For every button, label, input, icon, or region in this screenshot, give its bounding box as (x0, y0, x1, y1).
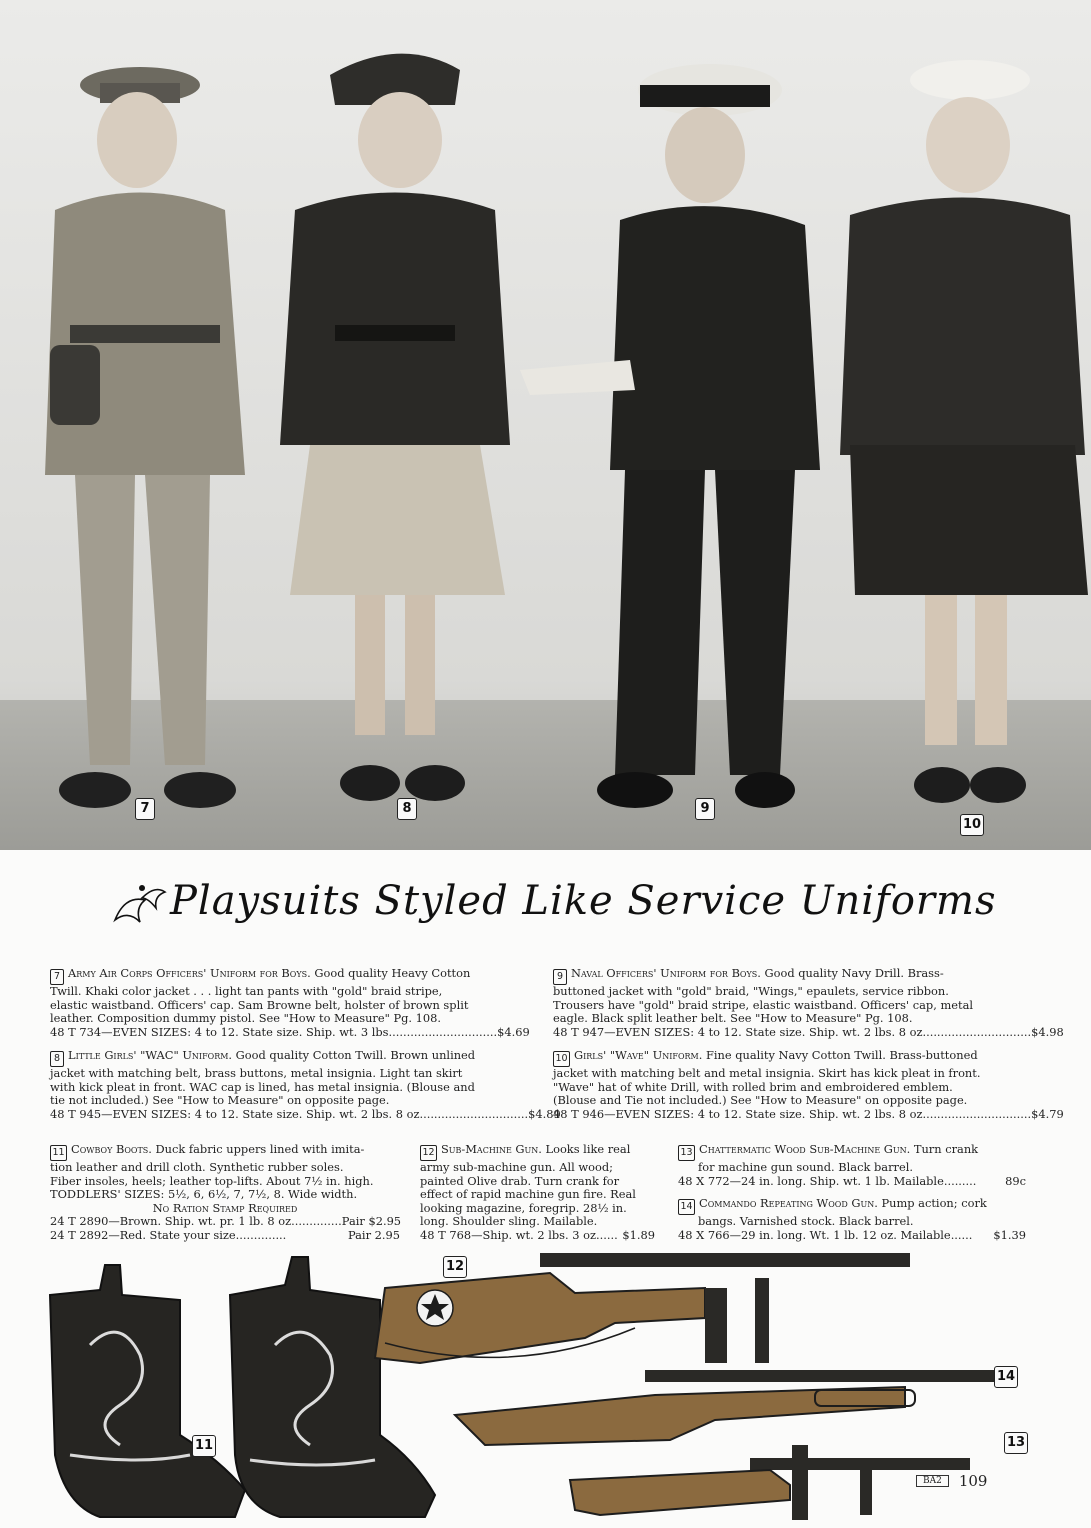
item-9-line: buttoned jacket with "gold" braid, "Wings," epaulets, service ribbon. (553, 984, 949, 998)
item-11-title: Cowboy Boots. (71, 1142, 152, 1156)
item-8-line: with kick pleat in front. WAC cap is lined, has metal insignia. (Blouse and (50, 1079, 475, 1094)
item-11-order-text: 24 T 2892—Red. State your size (50, 1227, 236, 1242)
item-11-line: tion leather and drill cloth. Synthetic rubber soles. (50, 1160, 344, 1174)
item-12-line: Looks like real (545, 1142, 631, 1156)
item-8-line: jacket with matching belt, brass buttons, metal insignia. Light tan skirt (50, 1066, 463, 1080)
item-12-price: $1.89 (622, 1227, 655, 1242)
item-7-price: $4.69 (497, 1024, 530, 1039)
page-footer (916, 1472, 987, 1490)
item-7-description (50, 967, 528, 1039)
item-11-description (50, 1143, 400, 1243)
item-9-line: eagle. Black split leather belt. See "How to Measure" Pg. 108. (553, 1011, 913, 1026)
item-7-line: Good quality Heavy Cotton (314, 966, 471, 980)
item-11-price: Pair 2.95 (347, 1227, 400, 1242)
item-11-line: TODDLERS' SIZES: 5½, 6, 6½, 7, 7½, 8. Wide width. (50, 1187, 358, 1202)
item-14-description (678, 1197, 1026, 1242)
gun-13-badge: 13 (1004, 1432, 1028, 1454)
item-12-line: army sub-machine gun. All wood; (420, 1160, 613, 1174)
item-badge-8: 8 (397, 798, 417, 820)
item-13-order: 48 X 772—24 in. long. Ship. wt. 1 lb. Mailable ......... 89c (678, 1173, 1026, 1188)
item-14-price: $1.39 (993, 1227, 1026, 1242)
item-11-price: Pair $2.95 (341, 1214, 402, 1229)
item-11-number: 11 (50, 1145, 67, 1161)
item-14-line: bangs. Varnished stock. Black barrel. (698, 1214, 914, 1228)
item-11-note: No Ration Stamp Required (152, 1200, 298, 1215)
item-badge-10: 10 (960, 814, 984, 836)
holly-icon (110, 880, 170, 930)
item-11-order-red: 24 T 2892—Red. State your size .............. Pair 2.95 (50, 1227, 400, 1242)
item-14-order-text: 48 X 766—29 in. long. Wt. 1 lb. 12 oz. Mailable (678, 1227, 951, 1242)
item-10-line: (Blouse and Tie not included.) See "How to Measure" on opposite page. (553, 1093, 968, 1108)
item-13-line: for machine gun sound. Black barrel. (698, 1160, 913, 1174)
item-7-order-text: 48 T 734—EVEN SIZES: 4 to 12. State size. Ship. wt. 3 lbs (50, 1024, 389, 1039)
item-10-title: Girls' "Wave" Uniform. (574, 1048, 703, 1062)
item-8-line: tie not included.) See "How to Measure" on opposite page. (50, 1093, 390, 1108)
catalog-code: BA2 (916, 1475, 949, 1487)
item-14-line: Pump action; cork (881, 1196, 987, 1210)
item-10-number: 10 (553, 1051, 570, 1067)
boot-left (50, 1265, 245, 1517)
item-9-line: Good quality Navy Drill. Brass- (764, 966, 944, 980)
figure-navy-boy (520, 40, 830, 815)
figure-army-boy (15, 45, 260, 815)
item-9-title: Naval Officers' Uniform for Boys. (571, 966, 761, 980)
item-7-line: elastic waistband. Officers' cap. Sam Browne belt, holster of brown split (50, 997, 469, 1012)
item-8-description (50, 1048, 561, 1121)
repeating-gun-illustration (455, 1365, 995, 1450)
item-12-line: painted Olive drab. Turn crank for (420, 1173, 620, 1188)
item-12-order-text: 48 T 768—Ship. wt. 2 lbs. 3 oz (420, 1227, 596, 1242)
item-7-title: Army Air Corps Officers' Uniform for Boys. (68, 966, 311, 980)
item-14-number: 14 (678, 1199, 695, 1215)
item-10-price: $4.79 (1031, 1106, 1064, 1121)
item-12-title: Sub-Machine Gun. (441, 1142, 542, 1156)
boots-badge: 11 (192, 1435, 216, 1457)
item-13-title: Chattermatic Wood Sub-Machine Gun. (699, 1142, 911, 1156)
item-12-line: long. Shoulder sling. Mailable. (420, 1214, 598, 1229)
item-8-order: 48 T 945—EVEN SIZES: 4 to 12. State size. Ship. wt. 2 lbs. 8 oz .............................. $4.89 (50, 1106, 561, 1121)
figure-wac-girl (265, 35, 520, 815)
item-7-order: 48 T 734—EVEN SIZES: 4 to 12. State size. Ship. wt. 3 lbs .............................. $4.69 (50, 1024, 530, 1039)
item-10-order-text: 48 T 946—EVEN SIZES: 4 to 12. State size. Ship. wt. 2 lbs. 8 oz (553, 1106, 923, 1121)
item-8-line: Good quality Cotton Twill. Brown unlined (235, 1048, 476, 1062)
item-7-line: leather. Composition dummy pistol. See "How to Measure" Pg. 108. (50, 1011, 442, 1026)
item-10-description (553, 1048, 1064, 1121)
item-7-line: Twill. Khaki color jacket . . . light tan pants with "gold" braid stripe, (50, 984, 443, 998)
item-10-line: Fine quality Navy Cotton Twill. Brass-buttoned (705, 1048, 978, 1062)
item-8-price: $4.89 (528, 1106, 561, 1121)
item-badge-7: 7 (135, 798, 155, 820)
item-9-number: 9 (553, 969, 567, 985)
item-12-line: effect of rapid machine gun fire. Real (420, 1187, 636, 1202)
item-14-order: 48 X 766—29 in. long. Wt. 1 lb. 12 oz. Mailable ...... $1.39 (678, 1227, 1026, 1242)
gun-12-badge: 12 (443, 1256, 467, 1278)
item-11-line: Fiber insoles, heels; leather top-lifts. About 7½ in. high. (50, 1173, 374, 1188)
item-9-order-text: 48 T 947—EVEN SIZES: 4 to 12. State size. Ship. wt. 2 lbs. 8 oz (553, 1024, 923, 1039)
item-13-description (678, 1143, 1026, 1188)
page-number: 109 (958, 1472, 988, 1490)
item-9-description (553, 966, 1064, 1039)
item-9-line: Trousers have "gold" braid stripe, elastic waistband. Officers' cap, metal (553, 997, 974, 1012)
item-13-number: 13 (678, 1145, 695, 1161)
item-13-line: Turn crank (913, 1142, 979, 1156)
item-8-number: 8 (50, 1051, 64, 1067)
section-heading (110, 872, 1010, 942)
item-13-order-text: 48 X 772—24 in. long. Ship. wt. 1 lb. Mailable (678, 1173, 944, 1188)
item-11-order-brown: 24 T 2890—Brown. Ship. wt. pr. 1 lb. 8 oz .............. Pair $2.95 (50, 1214, 402, 1229)
item-8-order-text: 48 T 945—EVEN SIZES: 4 to 12. State size. Ship. wt. 2 lbs. 8 oz (50, 1106, 420, 1121)
item-8-title: Little Girls' "WAC" Uniform. (68, 1048, 233, 1062)
item-12-line: looking magazine, foregrip. 28½ in. (420, 1200, 627, 1215)
item-11-order-text: 24 T 2890—Brown. Ship. wt. pr. 1 lb. 8 oz (50, 1214, 292, 1229)
item-9-price: $4.98 (1031, 1024, 1064, 1039)
item-10-line: "Wave" hat of white Drill, with rolled brim and embroidered emblem. (553, 1079, 953, 1094)
item-14-title: Commando Repeating Wood Gun. (699, 1196, 878, 1210)
item-9-order: 48 T 947—EVEN SIZES: 4 to 12. State size. Ship. wt. 2 lbs. 8 oz .............................. $4.98 (553, 1024, 1064, 1039)
gun-14-badge: 14 (994, 1366, 1018, 1388)
item-11-line: Duck fabric uppers lined with imita- (155, 1142, 365, 1156)
item-10-line: jacket with matching belt and metal insignia. Skirt has kick pleat in front. (553, 1066, 981, 1080)
item-badge-9: 9 (695, 798, 715, 820)
figure-wave-girl (830, 35, 1090, 815)
heading-text: Playsuits Styled Like Service Uniforms (170, 878, 997, 924)
chattermatic-gun-illustration (570, 1440, 970, 1525)
item-12-order: 48 T 768—Ship. wt. 2 lbs. 3 oz ...... $1.89 (420, 1227, 655, 1242)
item-13-price: 89c (1005, 1173, 1026, 1188)
item-12-number: 12 (420, 1145, 437, 1161)
item-7-number: 7 (50, 969, 64, 985)
item-12-description (420, 1143, 655, 1243)
item-10-order: 48 T 946—EVEN SIZES: 4 to 12. State size. Ship. wt. 2 lbs. 8 oz .............................. $4.79 (553, 1106, 1064, 1121)
